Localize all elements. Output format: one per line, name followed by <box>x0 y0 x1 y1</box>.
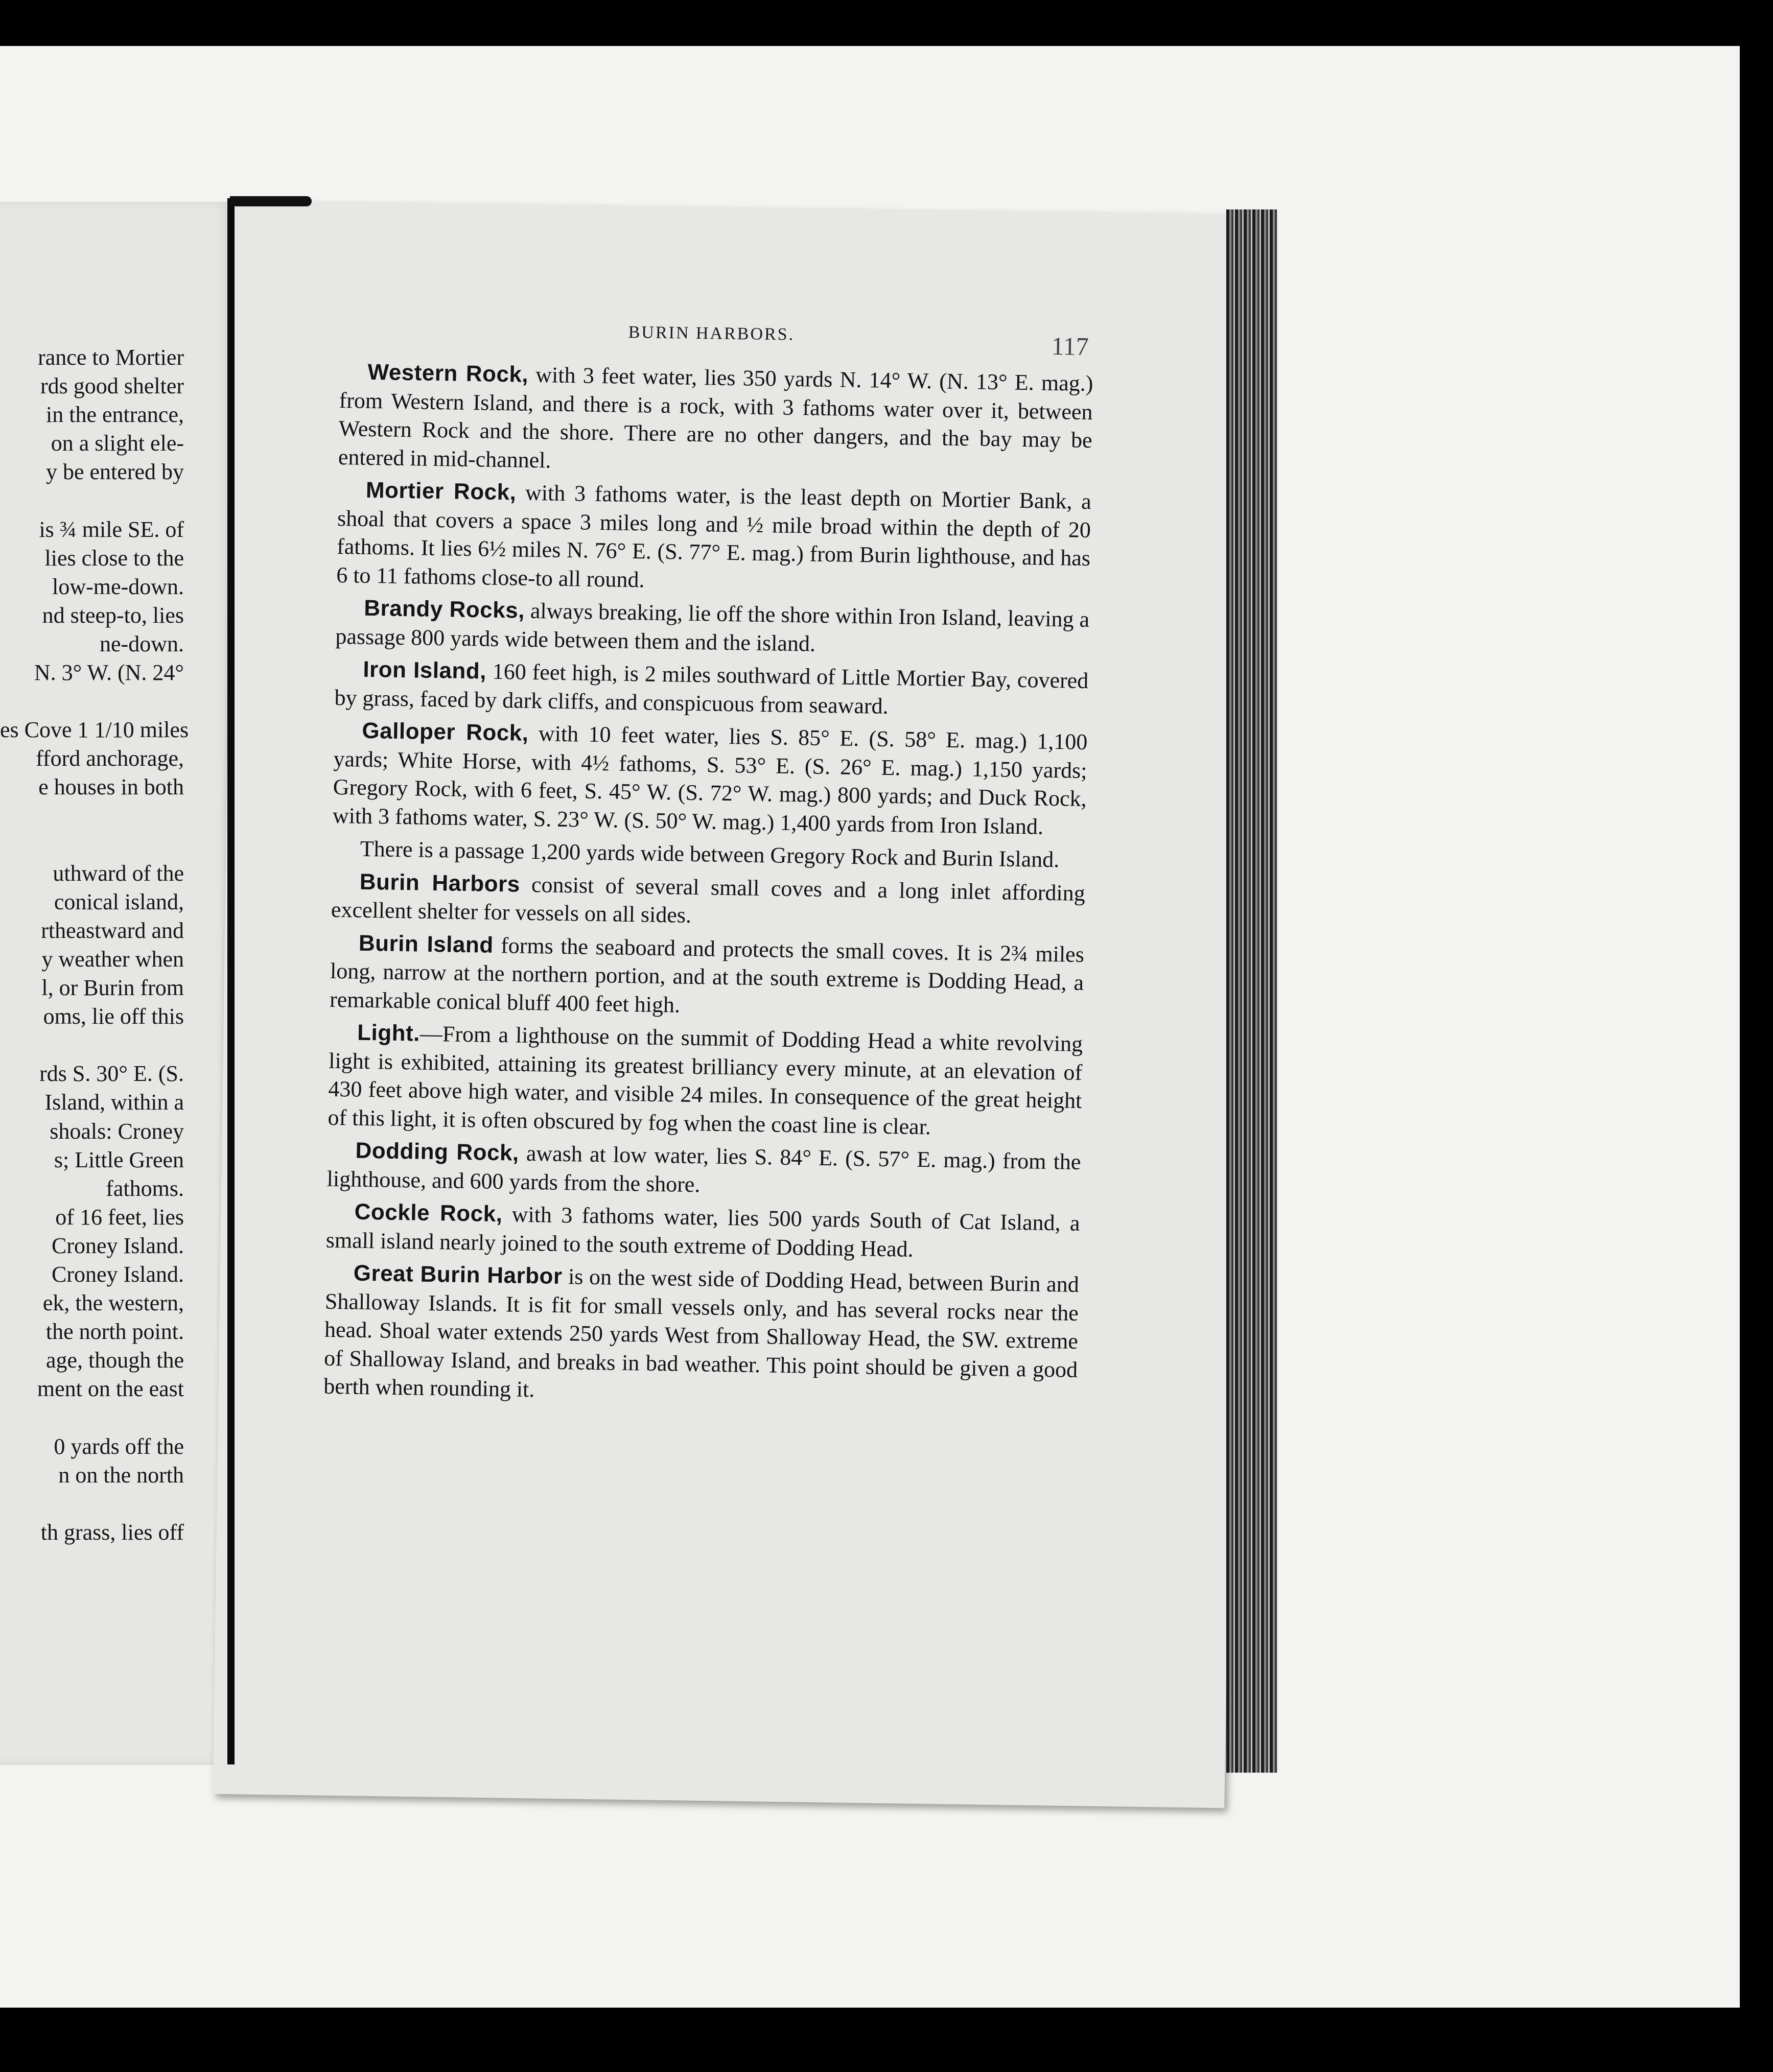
left-page-line: fford anchorage, <box>36 746 184 771</box>
left-page-line <box>0 687 184 716</box>
paragraph-text: awash at low water, lies S. 84° E. (S. 57° E. mag.) from the lighthouse, and 600 yards from the shore. <box>326 1140 1081 1197</box>
paragraph-text: with 3 fathoms water, is the least depth on Mortier Bank, a shoal that covers a space 3 miles long and ½ mile broad within the depth of 20 fathoms. It lies 6½ miles N. 76° E. (S. 77° E. mag.) from Burin lighthouse, and has 6 to 11 fathoms close-to all round. <box>336 480 1092 592</box>
left-page-line: age, though the <box>45 1348 184 1373</box>
left-page-line: fathoms. <box>106 1175 184 1201</box>
left-page-line <box>0 802 184 831</box>
left-page-line: Croney Island. <box>51 1233 184 1258</box>
left-page-line <box>0 486 184 515</box>
left-page-line: oms, lie off this <box>43 1004 184 1029</box>
book-spine <box>227 198 235 1764</box>
paragraph-text: 160 feet high, is 2 miles southward of Little Mortier Bay, covered by grass, faced by dark cliffs, and conspicuous from seaward. <box>334 658 1089 719</box>
paragraph-text: forms the seaboard and protects the small coves. It is 2¾ miles long, narrow at the northern portion, and at the south extreme is Dodding Head, a remarkable conical bluff 400 feet high. <box>329 932 1085 1018</box>
left-page-line: rance to Mortier <box>38 345 184 370</box>
left-page-line: s; Little Green <box>54 1147 184 1172</box>
left-page-line: ne-down. <box>100 631 184 656</box>
paragraph-text: —From a lighthouse on the summit of Dodding Head a white revolving light is exhibited, attaining its greatest brilliancy every minute, at an elevation of 430 feet above high water, and visible 24 miles. In consequence of the great height of this light, it is often obscured by fog when the coast line is clear. <box>328 1021 1083 1139</box>
paragraph <box>335 594 1090 662</box>
paragraph-heading: Burin Harbors <box>359 869 521 897</box>
left-page-line <box>0 1490 184 1518</box>
paragraph <box>336 476 1091 601</box>
left-page-line: is ¾ mile SE. of <box>39 516 184 542</box>
paragraph <box>323 1259 1079 1412</box>
paragraph <box>325 1197 1080 1266</box>
left-page-line: nd steep-to, lies <box>42 602 184 628</box>
paragraph-heading: Dodding Rock, <box>355 1138 520 1166</box>
left-page-line: uthward of the <box>53 860 184 886</box>
left-page-line: N. 3° W. (N. 24° <box>34 660 184 686</box>
paragraph-heading: Brandy Rocks, <box>363 595 525 623</box>
paragraph-text: with 10 feet water, lies S. 85° E. (S. 58° E. mag.) 1,100 yards; White Horse, with 4½ fathoms, S. 53° E. (S. 26° E. mag.) 1,150 yards; Gregory Rock, with 6 feet, S. 45° W. (S. 72° W. mag.) 800 yards; and Duck Rock, with 3 fathoms water, S. 23° W. (S. 50° W. mag.) 1,400 yards from Iron Island. <box>332 720 1088 839</box>
left-page-line <box>0 831 184 859</box>
left-page-line: low-me-down. <box>52 574 184 599</box>
paragraph <box>330 928 1084 1025</box>
left-page-line: n on the north <box>58 1462 184 1488</box>
page-edges <box>1226 209 1277 1773</box>
paragraph-heading: Western Rock, <box>367 359 529 387</box>
spine-headband <box>230 196 312 206</box>
paragraph-text: is on the west side of Dodding Head, between Burin and Shalloway Islands. It is fit for small vessels only, and has several rocks near the head. Shoal water extends 250 yards West from Shalloway Head, the SW. extreme of Shalloway Island, and breaks in bad weather. This point should be given a good berth when rounding it. <box>323 1264 1080 1402</box>
left-page-line: Croney Island. <box>51 1262 184 1287</box>
left-page-line: y weather when <box>41 946 184 972</box>
left-page-line: lies close to the <box>44 545 184 571</box>
left-page-line: es Cove 1 1/10 miles <box>0 717 189 743</box>
paragraph-heading: Mortier Rock, <box>365 477 517 505</box>
paragraph-text: There is a passage 1,200 yards wide between Gregory Rock and Burin Island. <box>360 836 1060 873</box>
page-number: 117 <box>1051 331 1089 361</box>
left-page-line: 0 yards off the <box>54 1433 184 1459</box>
paragraph-text: consist of several small coves and a long inlet affording excellent shelter for vessels on all sides. <box>331 872 1086 928</box>
paragraph-heading: Iron Island, <box>363 656 487 684</box>
left-page-text <box>0 343 189 1547</box>
left-page-line: th grass, lies off <box>40 1519 184 1545</box>
left-page-line: e houses in both <box>38 774 184 800</box>
paragraph <box>328 1018 1083 1143</box>
left-page-line: rds S. 30° E. (S. <box>39 1061 184 1087</box>
left-page-line: Island, within a <box>44 1090 184 1115</box>
left-page-line: conical island, <box>54 889 184 914</box>
left-page-line: of 16 feet, lies <box>55 1204 184 1230</box>
left-page-line: the north point. <box>45 1319 184 1345</box>
left-page-line: rds good shelter <box>40 373 184 399</box>
paragraph <box>334 655 1089 723</box>
paragraph-text: with 3 feet water, lies 350 yards N. 14° W. (N. 13° E. mag.) from Western Island, and there is a rock, with 3 fathoms water over it, between Western Rock and the shore. There are no other dangers, and the bay may be entered in mid-channel. <box>338 362 1093 473</box>
left-page-line <box>0 1403 184 1432</box>
left-page-line: l, or Burin from <box>41 975 184 1001</box>
left-page-line: y be entered by <box>46 459 184 485</box>
left-page-line: in the entrance, <box>46 402 184 428</box>
paragraph-text: with 3 fathoms water, lies 500 yards South of Cat Island, a small island nearly joined to the south extreme of Dodding Head. <box>325 1202 1080 1262</box>
paragraph-heading: Burin Island <box>358 930 494 958</box>
left-page-line: shoals: Croney <box>50 1118 184 1144</box>
left-page-line: on a slight ele- <box>51 431 184 456</box>
left-page-line: ment on the east <box>37 1376 184 1402</box>
paragraph-heading: Great Burin Harbor <box>353 1260 563 1289</box>
paragraph-heading: Cockle Rock, <box>354 1199 503 1227</box>
paragraph-heading: Light. <box>357 1020 421 1046</box>
body-text <box>323 358 1093 1417</box>
running-head: BURIN HARBORS. <box>628 323 795 344</box>
paragraph <box>332 834 1086 875</box>
paragraph <box>338 358 1093 483</box>
paragraph <box>326 1136 1081 1205</box>
left-page-line: rtheastward and <box>41 917 184 943</box>
left-page-line <box>0 1031 184 1059</box>
paragraph <box>331 867 1086 935</box>
paragraph-heading: Galloper Rock, <box>362 718 529 746</box>
paragraph <box>332 716 1087 841</box>
paragraph-text: always breaking, lie off the shore within Iron Island, leaving a passage 800 yards wide between them and the island. <box>335 598 1090 656</box>
left-page-line: ek, the western, <box>42 1290 184 1316</box>
